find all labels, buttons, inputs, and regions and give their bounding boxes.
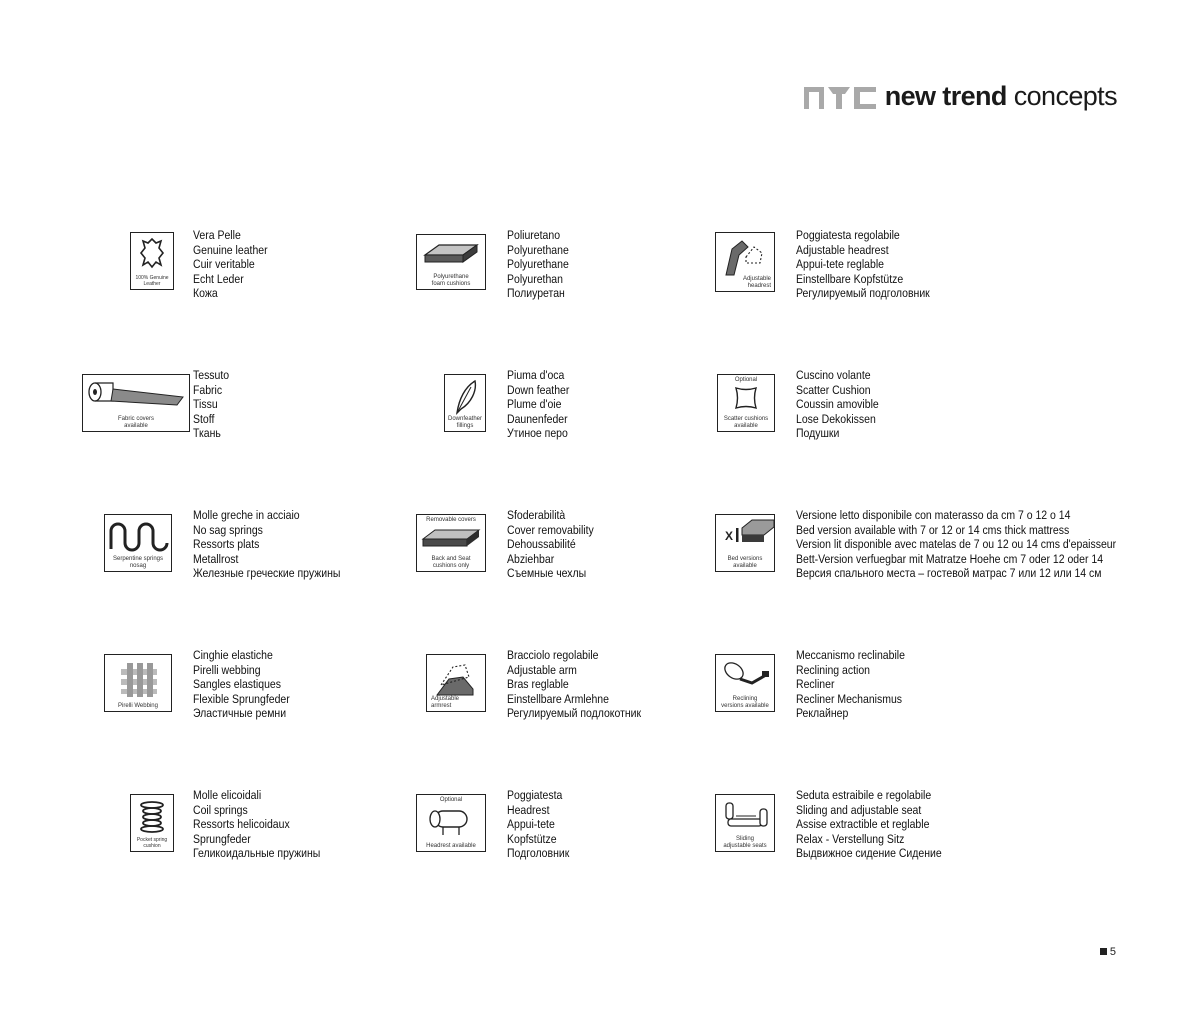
- webbing-grid-icon: Pirelli Webbing: [104, 654, 172, 712]
- feature-text: Cuscino volante Scatter Cushion Coussin amovible Lose Dekokissen Подушки: [796, 368, 879, 441]
- feature-text: Bracciolo regolabile Adjustable arm Bras reglable Einstellbare Armlehne Регулируемый подлокотник: [507, 648, 642, 721]
- foam-cushion-icon: Polyurethane foam cushions: [416, 234, 486, 290]
- brand-logo: [804, 80, 1117, 112]
- removable-cover-icon: Removable covers Back and Seat cushions only: [416, 514, 486, 572]
- feature-text: Molle elicoidali Coil springs Ressorts helicoidaux Sprungfeder Геликоидальные пружины: [193, 788, 321, 861]
- feature-text: Poliuretano Polyurethane Polyurethane Polyurethan Полиуретан: [507, 228, 569, 301]
- brand-name: new trend concepts: [884, 80, 1117, 111]
- ntc-logo-mark-icon: [804, 83, 876, 109]
- feature-text: Sfoderabilità Cover removability Dehoussabilité Abziehbar Съемные чехлы: [507, 508, 594, 581]
- bed-mattress-icon: X Bed versions available: [715, 514, 775, 572]
- feature-text: Poggiatesta regolabile Adjustable headrest Appui-tete reglable Einstellbare Kopfstütze Регулируемый подголовник: [796, 228, 930, 301]
- serpentine-spring-icon: Serpentine springs nosag: [104, 514, 172, 572]
- page-number: 5: [1100, 946, 1116, 958]
- sliding-seat-icon: Sliding adjustable seats: [715, 794, 775, 852]
- recliner-icon: Reclining versions available: [715, 654, 775, 712]
- feature-text: Meccanismo reclinabile Reclining action Recliner Recliner Mechanismus Реклайнер: [796, 648, 905, 721]
- feature-text: Cinghie elastiche Pirelli webbing Sangles elastiques Flexible Sprungfeder Эластичные ремни: [193, 648, 290, 721]
- leather-hide-icon: 100% Genuine Leather: [130, 232, 174, 290]
- coil-spring-icon: Pocket spring cushion: [130, 794, 174, 852]
- adjustable-headrest-icon: Adjustable headrest: [715, 232, 775, 292]
- feature-text: Poggiatesta Headrest Appui-tete Kopfstütze Подголовник: [507, 788, 570, 861]
- feature-text: Vera Pelle Genuine leather Cuir veritable Echt Leder Кожа: [193, 228, 268, 301]
- svg-text:X: X: [725, 529, 734, 543]
- feature-text: Tessuto Fabric Tissu Stoff Ткань: [193, 368, 230, 441]
- adjustable-arm-icon: Adjustable armrest: [426, 654, 486, 712]
- feature-text: Seduta estraibile e regolabile Sliding and adjustable seat Assise extractible et reglable Relax - Verstellung Sitz Выдвижное сидение Сидение: [796, 788, 942, 861]
- feather-icon: Downfeather fillings: [444, 374, 486, 432]
- page-marker-icon: [1100, 948, 1107, 955]
- scatter-cushion-icon: Optional Scatter cushions available: [717, 374, 775, 432]
- feature-text: Versione letto disponibile con materasso da cm 7 o 12 o 14 Bed version available with 7 or 12 or 14 cms thick mattress Version lit disponible avec matelas de 7 ou 12 ou 14 cms d'epaisseur Bett-Version verfuegbar mit Matratze Hoehe cm 7 oder 12 oder 14 Версия спального места – гостевой матрас 7 или 12 или 14 см: [796, 508, 1117, 581]
- headrest-roll-icon: Optional Headrest available: [416, 794, 486, 852]
- feature-text: Piuma d'oca Down feather Plume d'oie Daunenfeder Утиное перо: [507, 368, 570, 441]
- fabric-roll-icon: Fabric covers available: [82, 374, 190, 432]
- feature-text: Molle greche in acciaio No sag springs Ressorts plats Metallrost Железные греческие пружины: [193, 508, 341, 581]
